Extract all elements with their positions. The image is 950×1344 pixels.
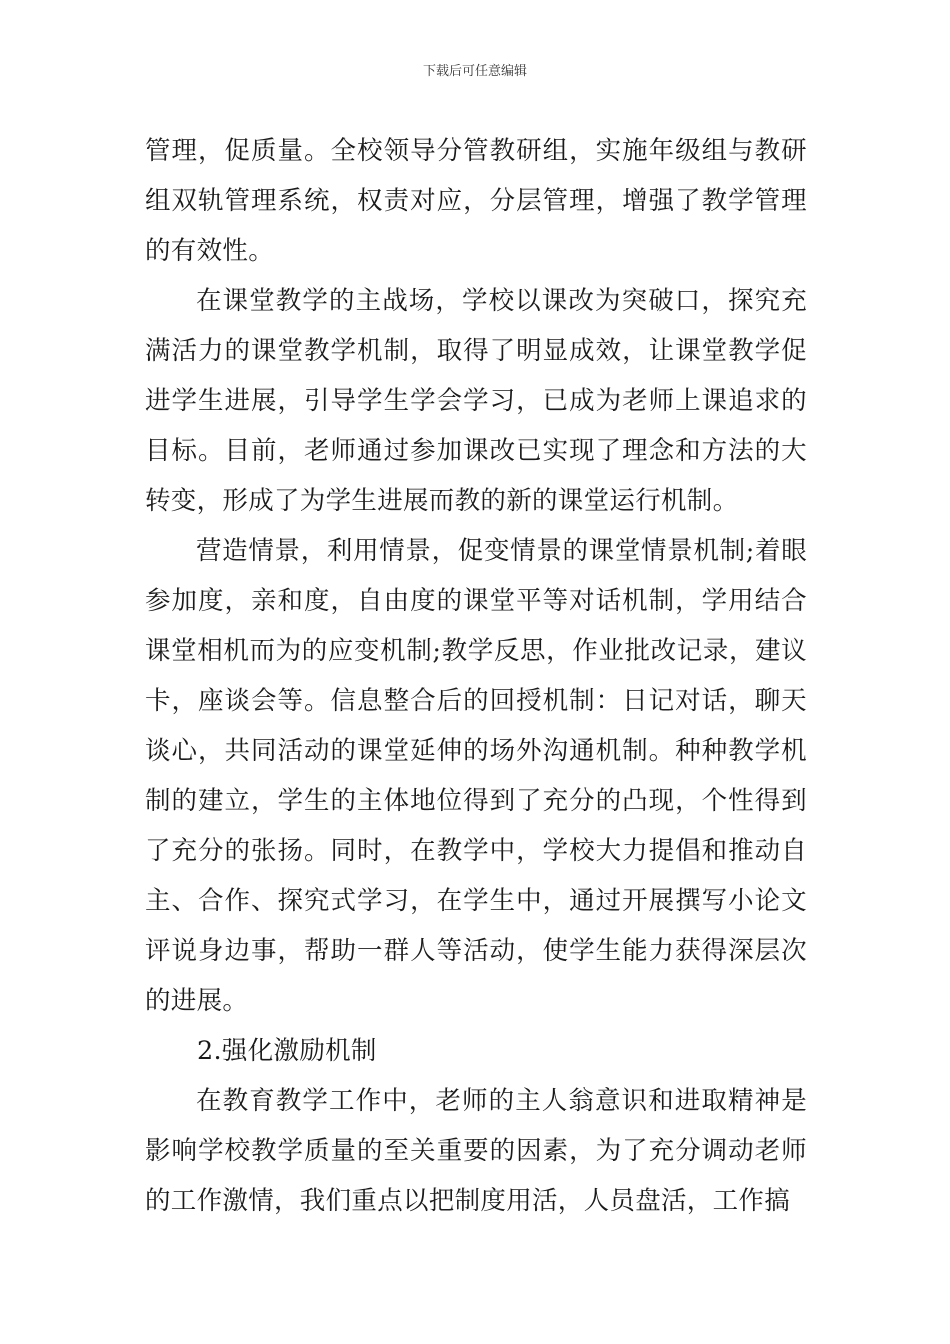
page-header: 下载后可任意编辑	[422, 64, 527, 79]
section-heading: 2.强化激励机制	[197, 1036, 377, 1066]
paragraph-classroom-mechanisms: 营造情景，利用情景，促变情景的课堂情景机制;着眼参加度，亲和度，自由度的课堂平等对话机制，学用结合课堂相机而为的应变机制;教学反思，作业批改记录，建议卡，座谈会等。信息整合后的回授机制：日记对话，聊天谈心，共同活动的课堂延伸的场外沟通机制。种种教学机制的建立，学生的主体地位得到了充分的凸现，个性得到了充分的张扬。同时，在教学中，学校大力提倡和推动自主、合作、探究式学习，在学生中，通过开展撰写小论文评说身边事，帮助一群人等活动，使学生能力获得深层次的进展。	[145, 536, 807, 1016]
paragraph-incentive: 在教育教学工作中，老师的主人翁意识和进取精神是影响学校教学质量的至关重要的因素，为了充分调动老师的工作激情，我们重点以把制度用活，人员盘活，工作搞	[145, 1086, 807, 1216]
paragraph-classroom-teaching: 在课堂教学的主战场，学校以课改为突破口，探究充满活力的课堂教学机制，取得了明显成效，让课堂教学促进学生进展，引导学生学会学习，已成为老师上课追求的目标。目前，老师通过参加课改已实现了理念和方法的大转变，形成了为学生进展而教的新的课堂运行机制。	[145, 286, 807, 516]
paragraph-continuation: 管理，促质量。全校领导分管教研组，实施年级组与教研组双轨管理系统，权责对应，分层管理，增强了教学管理的有效性。	[145, 136, 807, 266]
document-body	[145, 126, 807, 1226]
